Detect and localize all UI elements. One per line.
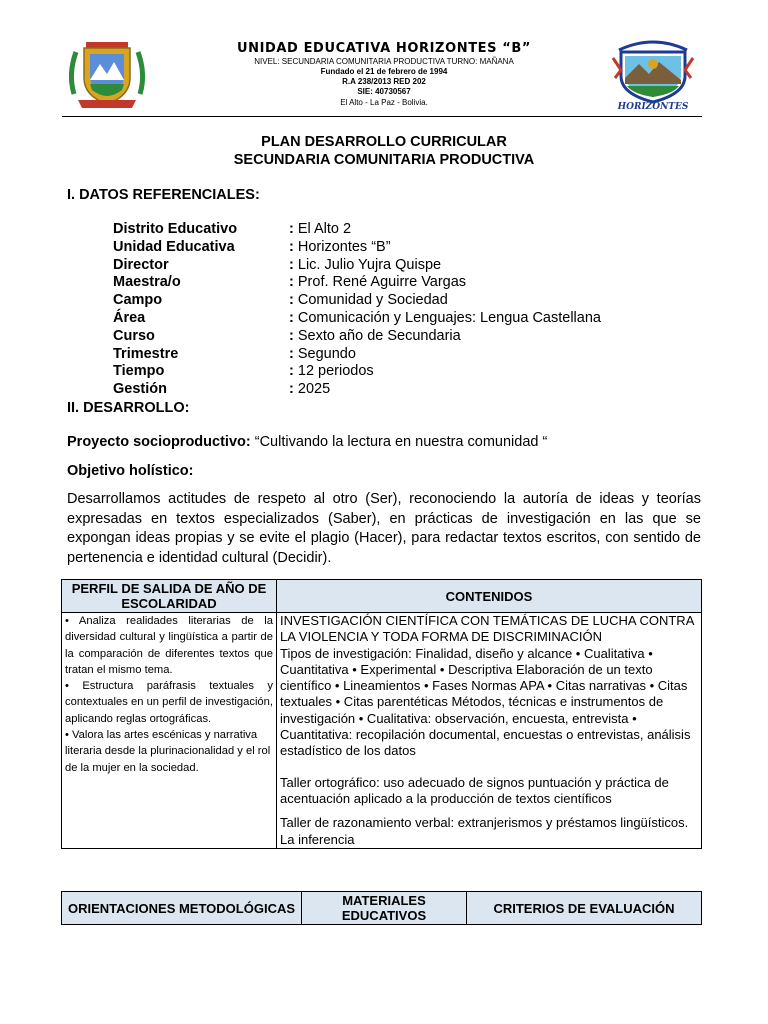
school-ra: R.A 238/2013 RED 202	[342, 77, 426, 86]
ref-value	[289, 381, 330, 399]
ref-colon: :	[289, 363, 294, 380]
objetivo-label: Objetivo holístico:	[67, 463, 194, 479]
ref-value	[289, 239, 391, 257]
ref-value	[289, 363, 374, 381]
header-contenidos: CONTENIDOS	[277, 580, 702, 613]
ref-colon: :	[289, 345, 294, 362]
ref-label: Curso	[113, 327, 155, 344]
ref-value-text: Comunicación y Lenguajes: Lengua Castellana	[297, 310, 601, 326]
proyecto-socioproductivo	[67, 434, 701, 450]
ref-label: Trimestre	[113, 345, 179, 362]
contenidos-item: Taller ortográfico: uso adecuado de signos puntuación y práctica de acentuación aplicado a la producción de textos científicos	[280, 774, 669, 806]
perfil-item: • Analiza realidades literarias de la diversidad cultural y lingüística a partir de la comparación de diferentes textos que tratan el mismo tema.	[65, 615, 273, 676]
header-perfil: PERFIL DE SALIDA DE AÑO DE ESCOLARIDAD	[62, 580, 277, 613]
plan-subtitle: SECUNDARIA COMUNITARIA PRODUCTIVA	[233, 152, 535, 168]
ref-value	[289, 221, 351, 239]
ref-value	[289, 292, 448, 310]
ref-value-text: 2025	[297, 381, 331, 398]
plan-title: PLAN DESARROLLO CURRICULAR	[261, 134, 507, 150]
ref-colon: :	[289, 292, 294, 309]
ref-colon: :	[289, 310, 294, 326]
perfil-item: • Valora las artes escénicas y narrativa literaria desde la plurinacionalidad y el rol de la mujer en la sociedad.	[65, 729, 271, 774]
perfil-item: • Estructura paráfrasis textuales y contextuales en un perfil de investigación, aplicando reglas ortográficas.	[65, 680, 273, 725]
ref-colon: :	[289, 274, 294, 291]
ref-label: Campo	[113, 292, 163, 309]
school-location: El Alto - La Paz - Bolivia.	[340, 98, 428, 107]
contenidos-item: Taller de razonamiento verbal: extranjerismos y préstamos lingüísticos. La inferencia	[280, 815, 689, 847]
section-datos-referenciales: I. DATOS REFERENCIALES:	[67, 187, 260, 203]
ref-label: Unidad Educativa	[113, 238, 235, 255]
header-materiales: MATERIALES EDUCATIVOS	[302, 892, 467, 925]
header-criterios: CRITERIOS DE EVALUACIÓN	[467, 892, 702, 925]
contenidos-item: Tipos de investigación: Finalidad, diseño y alcance • Cualitativa • Cuantitativa • Experimental • Descriptiva Elaboración de un texto científico • Lineamientos • Fases Normas APA • Citas narrativas • Citas textuales • Citas parentéticas Métodos, técnicas e instrumentos de investigación • Cualitativa: observación, encuesta, entrevista • Cuantitativa: recopilación documental, encuestas o entrevistas, análisis estadístico de los datos	[280, 645, 691, 759]
ref-value	[289, 328, 461, 346]
ref-label: Maestra/o	[113, 274, 181, 291]
ref-value	[289, 346, 356, 364]
perfil-contenidos-table	[61, 579, 702, 849]
section-desarrollo: II. DESARROLLO:	[67, 400, 190, 416]
header-divider	[62, 116, 702, 117]
ref-value	[289, 310, 601, 328]
logo-horizontes-text: HORIZONTES	[617, 102, 689, 112]
ref-value-text: Segundo	[297, 345, 356, 362]
header-orientaciones: ORIENTACIONES METODOLÓGICAS	[62, 892, 302, 925]
contenidos-cell	[277, 613, 702, 849]
ref-value-text: El Alto 2	[297, 221, 352, 237]
school-sie: SIE: 40730567	[357, 87, 411, 96]
ref-value-text: Comunidad y Sociedad	[297, 292, 448, 309]
contenidos-heading: INVESTIGACIÓN CIENTÍFICA CON TEMÁTICAS DE LUCHA CONTRA LA VIOLENCIA Y TODA FORMA DE DISCRIMINACIÓN	[280, 613, 694, 645]
ref-value-text: Horizontes “B”	[297, 238, 391, 255]
school-level-line: NIVEL: SECUNDARIA COMUNITARIA PRODUCTIVA TURNO: MAÑANA	[254, 57, 514, 66]
school-founded: Fundado el 21 de febrero de 1994	[320, 67, 448, 76]
school-logo-right	[607, 36, 699, 112]
ref-value	[289, 257, 441, 275]
school-name: UNIDAD EDUCATIVA HORIZONTES “B”	[236, 41, 532, 56]
ref-label: Distrito Educativo	[113, 221, 238, 237]
ref-colon: :	[289, 221, 294, 237]
ref-label: Área	[113, 310, 146, 326]
ref-value-text: Lic. Julio Yujra Quispe	[297, 256, 442, 273]
ref-value-text: 12 periodos	[297, 363, 374, 380]
ref-value	[289, 274, 466, 292]
proyecto-value: “Cultivando la lectura en nuestra comunidad “	[254, 434, 548, 450]
proyecto-label: Proyecto socioproductivo:	[67, 434, 251, 450]
ref-colon: :	[289, 256, 294, 273]
ref-colon: :	[289, 327, 294, 344]
ref-label: Tiempo	[113, 363, 165, 380]
ref-colon: :	[289, 238, 294, 255]
ref-label: Director	[113, 256, 169, 273]
ref-value-text: Prof. René Aguirre Vargas	[297, 274, 467, 291]
orientaciones-table	[61, 891, 702, 925]
perfil-cell	[62, 613, 277, 849]
ref-value-text: Sexto año de Secundaria	[297, 327, 461, 344]
ref-label: Gestión	[113, 381, 167, 398]
objetivo-text: Desarrollamos actitudes de respeto al otro (Ser), reconociendo la autoría de ideas y teorías expresadas en textos especializados (Saber), en prácticas de investigación en las que se expongan ideas propias y se evite el plagio (Hacer), para redactar textos escritos, con sentido de pertenencia e identidad cultural (Decidir).	[67, 491, 701, 566]
ref-colon: :	[289, 381, 294, 398]
